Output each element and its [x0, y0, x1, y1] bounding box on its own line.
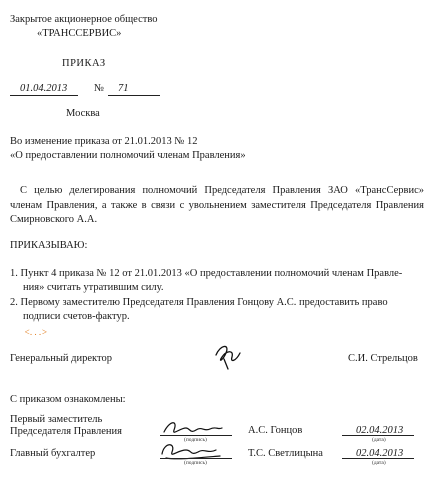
title-line-2: «О предоставлении полномочий членам Правления»: [10, 150, 246, 161]
preamble-text: С целью делегирования полномочий Председателя Правления ЗАО «ТрансСервис» членам Правления, а также в связи с увольнением заместителя Председателя Правления Смирновского А.А.: [10, 185, 424, 225]
row-1-date: 02.04.2013: [356, 425, 404, 436]
item-1-line-1: 1. Пункт 4 приказа № 12 от 21.01.2013 «О предоставлении полномочий членам Правле-: [10, 268, 403, 279]
director-title: Генеральный директор: [10, 353, 112, 364]
order-date: 01.04.2013: [20, 83, 68, 94]
item-2-line-2: подписи счетов-фактур.: [23, 311, 130, 322]
order-number: 71: [118, 83, 129, 94]
city: Москва: [66, 108, 100, 119]
row-2-date: 02.04.2013: [356, 448, 404, 459]
acquainted-heading: С приказом ознакомлены:: [10, 394, 126, 405]
ellipsis-marker: <. . .>: [24, 327, 48, 337]
director-signature: [210, 341, 244, 371]
row-1-position-line-1: Первый заместитель: [10, 414, 103, 425]
row-1-sign-caption: (подпись): [184, 437, 207, 443]
row-2-date-line: [342, 458, 414, 459]
item-1-line-2: ния» считать утратившим силу.: [23, 282, 164, 293]
date-underline: [10, 95, 78, 96]
item-2-line-1: 2. Первому заместителю Председателя Правления Гонцову А.С. предоставить право: [10, 297, 388, 308]
row-2-date-caption: (дата): [372, 460, 386, 466]
org-name: «ТРАНССЕРВИС»: [37, 28, 122, 39]
row-2-name: Т.С. Светлицына: [248, 448, 323, 459]
title-line-1: Во изменение приказа от 21.01.2013 № 12: [10, 136, 198, 147]
row-1-name: А.С. Гонцов: [248, 425, 303, 436]
director-name: С.И. Стрельцов: [348, 353, 418, 364]
doc-type: ПРИКАЗ: [62, 58, 106, 69]
order-word: ПРИКАЗЫВАЮ:: [10, 240, 88, 251]
row-1-sign-line: [160, 435, 232, 436]
row-2-position: Главный бухгалтер: [10, 448, 96, 459]
number-sign: №: [94, 83, 105, 94]
number-underline: [108, 95, 160, 96]
row-1-date-line: [342, 435, 414, 436]
row-2-sign-caption: (подпись): [184, 460, 207, 466]
row-2-sign-line: [160, 458, 232, 459]
org-type: Закрытое акционерное общество: [10, 14, 158, 25]
row-1-date-caption: (дата): [372, 437, 386, 443]
row-1-position-line-2: Председателя Правления: [10, 426, 122, 437]
